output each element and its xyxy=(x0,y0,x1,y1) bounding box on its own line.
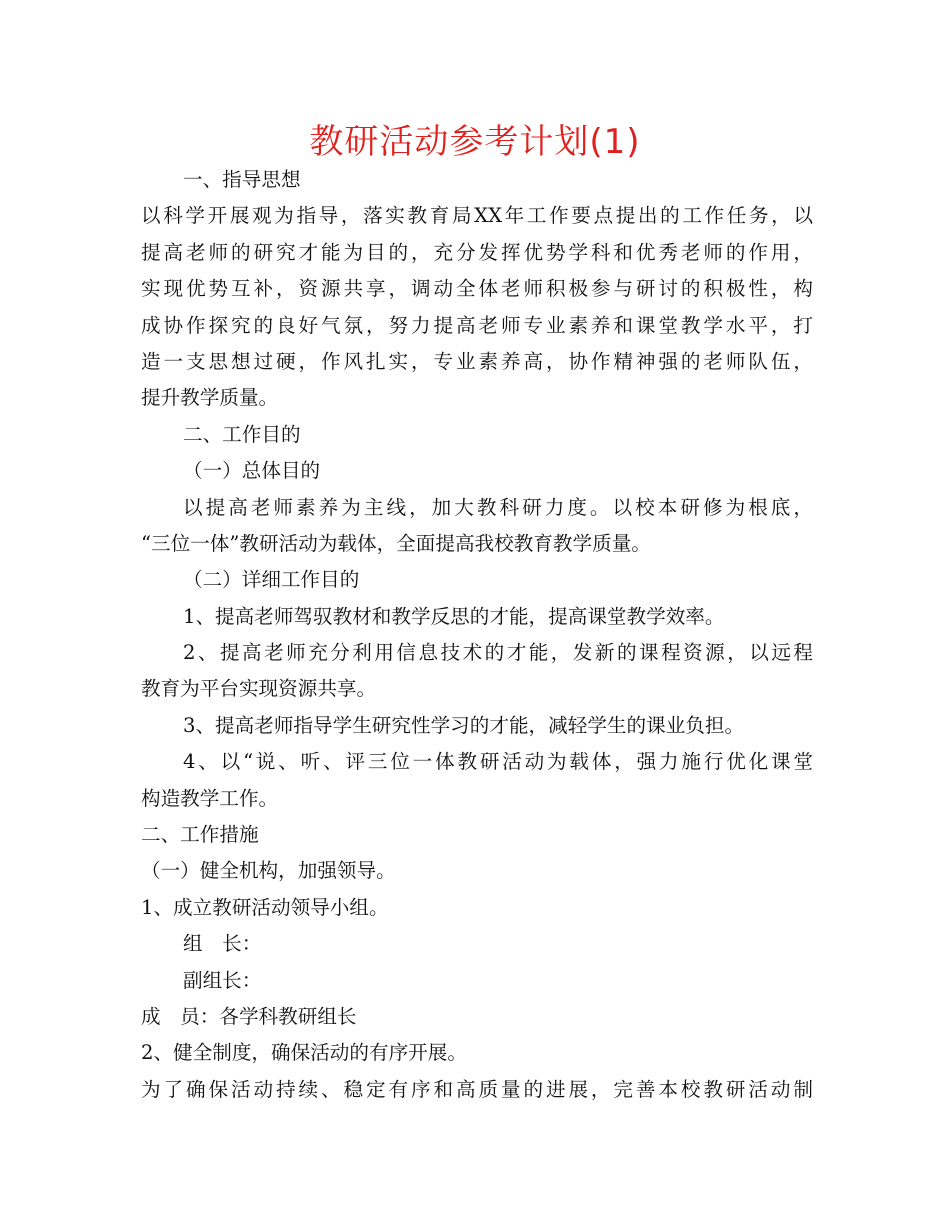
text-line: 以提高老师素养为主线，加大教科研力度。以校本研修为根底， xyxy=(183,495,813,519)
text-line: 教育为平台实现资源共享。 xyxy=(141,677,377,701)
text-line: 4、以“说、听、评三位一体教研活动为载体，强力施行优化课堂 xyxy=(183,750,813,774)
text-line: 1、提高老师驾驭教材和教学反思的才能，提高课堂教学效率。 xyxy=(183,604,725,628)
text-line: 为了确保活动持续、稳定有序和高质量的进展，完善本校教研活动制 xyxy=(141,1077,813,1101)
text-line: （一）总体目的 xyxy=(183,459,321,483)
text-line: 实现优势互补，资源共享，调动全体老师积极参与研讨的积极性，构 xyxy=(141,277,813,301)
text-line: 以科学开展观为指导，落实教育局XX年工作要点提出的工作任务，以 xyxy=(141,204,813,228)
text-line: 组 长： xyxy=(183,932,262,956)
text-line: 成协作探究的良好气氛，努力提高老师专业素养和课堂教学水平，打 xyxy=(141,313,813,337)
text-line: 提高老师的研究才能为目的，充分发挥优势学科和优秀老师的作用， xyxy=(141,240,813,264)
text-line: 提升教学质量。 xyxy=(141,386,279,410)
document-title: 教研活动参考计划(1) xyxy=(309,122,641,162)
document-body xyxy=(141,162,813,1108)
text-line: （二）详细工作目的 xyxy=(183,568,360,592)
text-line: 2、提高老师充分利用信息技术的才能，发新的课程资源，以远程 xyxy=(183,641,813,665)
text-line: 二、工作目的 xyxy=(183,422,301,446)
text-line: 二、工作措施 xyxy=(141,823,259,847)
text-line: 2、健全制度，确保活动的有序开展。 xyxy=(141,1041,467,1065)
text-line: 副组长： xyxy=(183,968,262,992)
text-line: 3、提高老师指导学生研究性学习的才能，减轻学生的课业负担。 xyxy=(183,713,745,737)
text-line: 1、成立教研活动领导小组。 xyxy=(141,895,389,919)
text-line: （一）健全机构，加强领导。 xyxy=(141,859,396,883)
text-line: “三位一体”教研活动为载体，全面提高我校教育教学质量。 xyxy=(141,531,651,555)
text-line: 构造教学工作。 xyxy=(141,786,279,810)
text-line: 造一支思想过硬，作风扎实，专业素养高，协作精神强的老师队伍， xyxy=(141,349,813,373)
text-line: 一、指导思想 xyxy=(183,168,301,191)
text-line: 成 员：各学科教研组长 xyxy=(141,1004,357,1028)
